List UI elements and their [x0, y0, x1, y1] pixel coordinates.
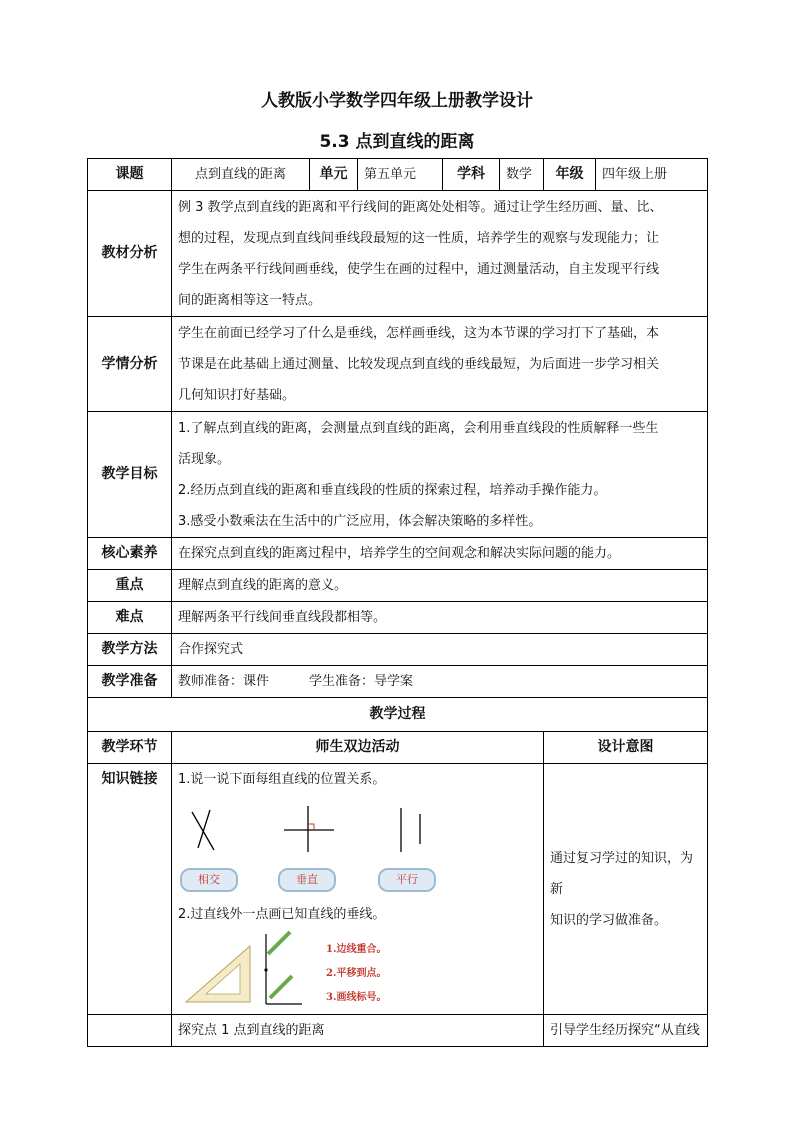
knowledge-link-row: [88, 764, 708, 1015]
unit-value: 第五单元: [358, 159, 443, 191]
difficulty-text: 理解两条平行线间垂直线段都相等。: [172, 602, 708, 634]
material-row: [88, 191, 708, 317]
explore-intent: 引导学生经历探究“从直线: [544, 1015, 708, 1047]
goal-line: 3.感受小数乘法在生活中的广泛应用，体会解决策略的多样性。: [178, 513, 542, 529]
intersecting-line-b: [198, 810, 210, 848]
material-line: 间的距离相等这一特点。: [178, 292, 322, 308]
grade-label: 年级: [544, 159, 596, 191]
process-header: 教学过程: [88, 698, 708, 732]
process-columns-row: [88, 732, 708, 764]
student-analysis-line: 几何知识打好基础。: [178, 387, 296, 403]
pencil-icon: [270, 976, 292, 998]
step-1: 1.边线重合。: [326, 944, 387, 955]
set-square-drawing-figure: [184, 930, 314, 1010]
lesson-title: 5.3 点到直线的距离: [319, 132, 475, 152]
teacher-prep: 教师准备：课件: [178, 674, 270, 689]
question-1: 1.说一说下面每组直线的位置关系。: [178, 772, 386, 787]
knowledge-link-activity: [172, 764, 544, 1015]
difficulty-row: [88, 602, 708, 634]
method-row: [88, 634, 708, 666]
grade-value: 四年级上册: [596, 159, 708, 191]
question-2: 2.过直线外一点画已知直线的垂线。: [178, 907, 386, 922]
material-line: 想的过程，发现点到直线间垂线段最短的这一性质，培养学生的观察与发现能力；让: [178, 230, 660, 246]
core-label: 核心素养: [88, 538, 172, 570]
student-analysis-row: [88, 317, 708, 412]
document-title: 人教版小学数学四年级上册教学设计: [261, 91, 533, 111]
prep-label: 教学准备: [88, 666, 172, 698]
step-2: 2.平移到点。: [326, 968, 387, 979]
core-text: 在探究点到直线的距离过程中，培养学生的空间观念和解决实际问题的能力。: [172, 538, 708, 570]
student-analysis-text: [172, 317, 708, 412]
goals-row: [88, 412, 708, 538]
drawing-steps: [326, 938, 386, 1010]
core-row: [88, 538, 708, 570]
difficulty-label: 难点: [88, 602, 172, 634]
student-analysis-line: 节课是在此基础上通过测量、比较发现点到直线的垂线最短，为后面进一步学习相关: [178, 356, 660, 372]
topic-value: 点到直线的距离: [172, 159, 310, 191]
set-square-hole: [206, 964, 240, 994]
right-angle-mark: [308, 824, 314, 830]
given-point: [264, 968, 267, 971]
method-label: 教学方法: [88, 634, 172, 666]
knowledge-link-intent: [544, 764, 708, 1015]
line-relations-figure: [188, 804, 448, 854]
knowledge-link-label: 知识链接: [88, 764, 172, 1015]
lesson-plan-table: [87, 158, 708, 1047]
intent-line: 知识的学习做准备。: [550, 912, 668, 928]
info-row: [88, 159, 708, 191]
explore-row: [88, 1015, 708, 1047]
parallel-button[interactable]: 平行: [378, 868, 436, 892]
activity-column-header: 师生双边活动: [172, 732, 544, 764]
process-header-row: [88, 698, 708, 732]
prep-text: [172, 666, 708, 698]
perpendicular-button[interactable]: 垂直: [278, 868, 336, 892]
goals-text: [172, 412, 708, 538]
intersect-button[interactable]: 相交: [180, 868, 238, 892]
material-text: [172, 191, 708, 317]
goals-label: 教学目标: [88, 412, 172, 538]
method-text: 合作探究式: [172, 634, 708, 666]
goal-line: 2.经历点到直线的距离和垂直线段的性质的探索过程，培养动手操作能力。: [178, 482, 607, 498]
key-label: 重点: [88, 570, 172, 602]
intent-line: 通过复习学过的知识，为新: [550, 850, 694, 897]
unit-label: 单元: [310, 159, 358, 191]
subject-label: 学科: [443, 159, 500, 191]
material-label: 教材分析: [88, 191, 172, 317]
material-line: 学生在两条平行线间画垂线，使学生在画的过程中，通过测量活动，自主发现平行线: [178, 261, 660, 277]
student-prep: 学生准备：导学案: [309, 674, 414, 689]
stage-column-header: 教学环节: [88, 732, 172, 764]
key-row: [88, 570, 708, 602]
student-analysis-label: 学情分析: [88, 317, 172, 412]
key-text: 理解点到直线的距离的意义。: [172, 570, 708, 602]
explore-activity: 探究点 1 点到直线的距离: [172, 1015, 544, 1047]
material-line: 例 3 教学点到直线的距离和平行线间的距离处处相等。通过让学生经历画、量、比、: [178, 199, 663, 215]
topic-label: 课题: [88, 159, 172, 191]
student-analysis-line: 学生在前面已经学习了什么是垂线，怎样画垂线，这为本节课的学习打下了基础，本: [178, 325, 660, 341]
subject-value: 数学: [500, 159, 544, 191]
goal-line: 1.了解点到直线的距离，会测量点到直线的距离，会利用垂直线段的性质解释一些生: [178, 420, 659, 436]
intent-column-header: 设计意图: [544, 732, 708, 764]
explore-stage: [88, 1015, 172, 1047]
goal-line: 活现象。: [178, 451, 231, 467]
prep-row: [88, 666, 708, 698]
step-3: 3.画线标号。: [326, 992, 387, 1003]
pencil-icon: [268, 932, 290, 954]
